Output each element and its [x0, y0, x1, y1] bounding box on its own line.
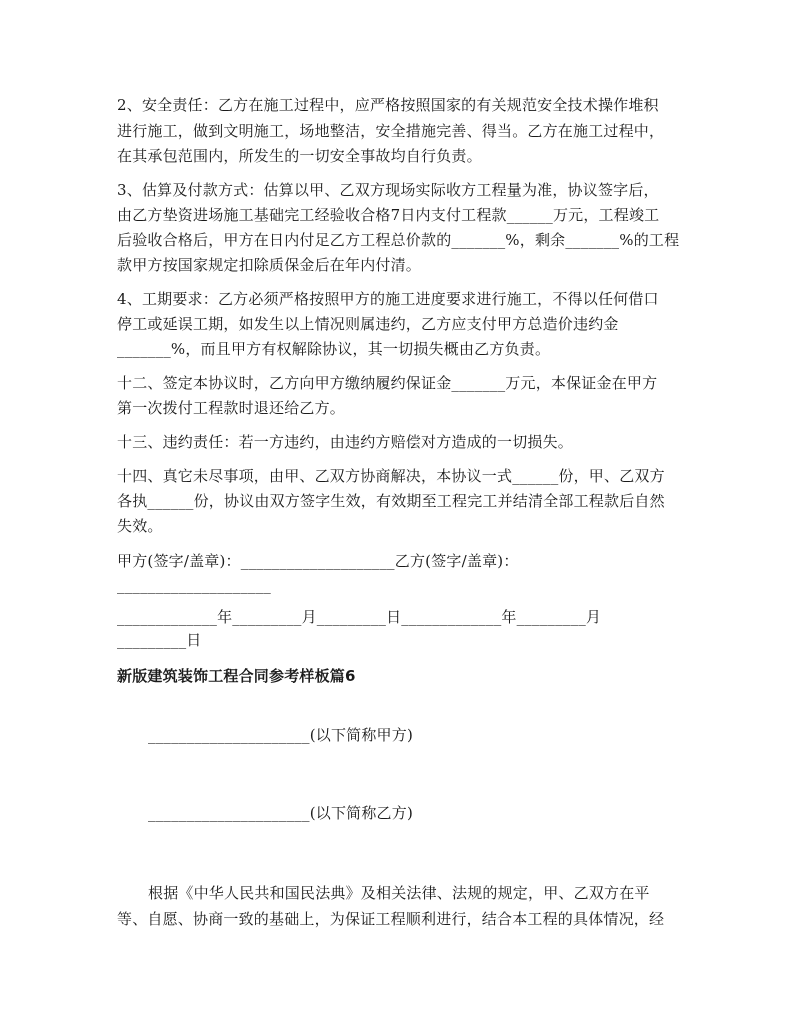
preamble-line-2: 等、自愿、协商一致的基础上，为保证工程顺利进行，结合本工程的具体情况，经	[117, 910, 665, 928]
clause-13-line-1: 十三、违约责任：若一方违约，由违约方赔偿对方造成的一切损失。	[117, 433, 574, 451]
clause-12-line-2: 第一次拨付工程款时退还给乙方。	[117, 399, 346, 417]
clause-12-line-1: 十二、签定本协议时，乙方向甲方缴纳履约保证金_______万元，本保证金在甲方	[117, 374, 658, 392]
party-a-line: _____________________(以下简称甲方)	[148, 726, 414, 744]
party-b-line: _____________________(以下简称乙方)	[148, 804, 414, 822]
schedule-line-3: _______%，而且甲方有权解除协议，其一切损失概由乙方负责。	[117, 340, 551, 358]
section-heading: 新版建筑装饰工程合同参考样板篇6	[117, 667, 356, 685]
preamble-line-1: 根据《中华人民共和国民法典》及相关法律、法规的规定，甲、乙双方在平	[148, 884, 650, 902]
signature-line-2: ____________________	[117, 576, 271, 594]
signature-date-line-1: _____________年_________月_________日_____________年_________月	[117, 608, 602, 626]
safety-line-2: 进行施工，做到文明施工，场地整洁，安全措施完善、得当。乙方在施工过程中，	[117, 122, 665, 140]
clause-14-line-2: 各执______份，协议由双方签字生效，有效期至工程完工并结清全部工程款后自然	[117, 492, 665, 510]
safety-line-1: 2、安全责任：乙方在施工过程中，应严格按照国家的有关规范安全技术操作堆积	[117, 96, 659, 114]
clause-14-line-3: 失效。	[117, 517, 163, 535]
signature-date-line-2: _________日	[117, 631, 202, 649]
payment-line-2: 由乙方垫资进场施工基础完工经验收合格7日内支付工程款______万元，工程竣工	[117, 206, 660, 224]
payment-line-1: 3、估算及付款方式：估算以甲、乙双方现场实际收方工程量为准，协议签字后，	[117, 181, 659, 199]
clause-14-line-1: 十四、真它未尽事项，由甲、乙双方协商解决，本协议一式______份，甲、乙双方	[117, 467, 665, 485]
payment-line-3: 后验收合格后，甲方在日内付足乙方工程总价款的_______%，剩余_______%的工程	[117, 231, 680, 249]
schedule-line-1: 4、工期要求：乙方必须严格按照甲方的施工进度要求进行施工，不得以任何借口	[117, 290, 659, 308]
signature-line-1: 甲方(签字/盖章)：____________________乙方(签字/盖章)：	[117, 552, 519, 570]
safety-line-3: 在其承包范围内，所发生的一切安全事故均自行负责。	[117, 147, 482, 165]
schedule-line-2: 停工或延误工期，如发生以上情况则属违约，乙方应支付甲方总造价违约金	[117, 315, 619, 333]
payment-line-4: 款甲方按国家规定扣除质保金后在年内付清。	[117, 256, 422, 274]
